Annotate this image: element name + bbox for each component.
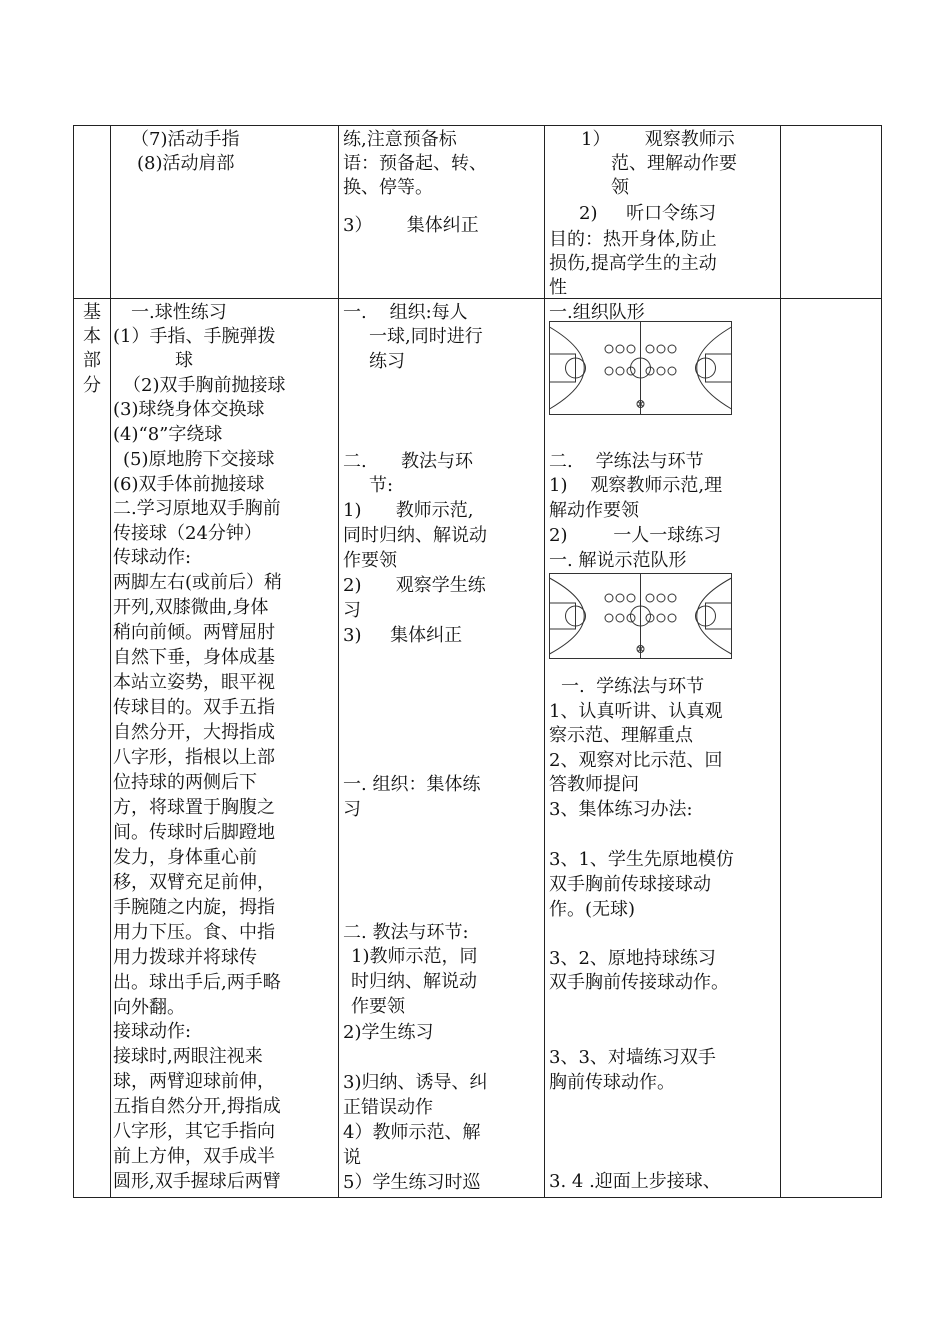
text-line: 领 <box>611 177 629 198</box>
text-line: 3、3、对墙练习双手 <box>549 1047 716 1068</box>
student-cell <box>545 126 781 299</box>
text-line: 一. 解说示范队形 <box>549 550 687 571</box>
text-line: 一. 组织:每人 <box>343 302 468 323</box>
text-line: (8)活动肩部 <box>137 153 235 174</box>
text-line: 性 <box>549 277 567 298</box>
text-line: 前上方伸，双手成半 <box>113 1146 275 1167</box>
text-line: 双手胸前传接球动作。 <box>549 972 729 993</box>
text-line: 一球,同时进行 <box>369 326 483 347</box>
text-line: 胸前传球动作。 <box>549 1072 675 1093</box>
section-cell <box>74 299 111 1198</box>
text-line: 位持球的两侧后下 <box>113 772 257 793</box>
text-line: 作。(无球) <box>549 899 636 920</box>
text-line: 换、停等。 <box>343 177 433 198</box>
lesson-plan-table <box>73 125 882 1198</box>
text-line: 稍向前倾。两臂屈肘 <box>113 622 275 643</box>
text-line: 二. 教法与环 <box>343 451 474 472</box>
text-line: 1) 教师示范, <box>343 500 474 521</box>
text-line: 3. 4 .迎面上步接球、 <box>549 1171 721 1192</box>
text-line: 一. 学练法与环节 <box>561 676 705 697</box>
text-line: 出。球出手后,两手略 <box>113 972 281 993</box>
text-line: 时归纳、解说动 <box>351 971 477 992</box>
text-line: 用力下压。食、中指 <box>113 922 275 943</box>
text-line: 移，双臂充足前伸， <box>113 872 275 893</box>
text-line: 语：预备起、转、 <box>343 153 487 174</box>
text-line: 损伤,提高学生的主动 <box>549 253 717 274</box>
text-line: 传球目的。双手五指 <box>113 697 275 718</box>
text-line: 一. 组织：集体练 <box>343 774 481 795</box>
text-line: 练习 <box>369 351 405 372</box>
section-char: 本 <box>83 326 101 347</box>
text-line: 双手胸前传球接球动 <box>549 874 711 895</box>
text-line: 3) 集体纠正 <box>343 625 463 646</box>
text-line: (3)球绕身体交换球 <box>113 399 265 420</box>
teacher-cell <box>339 126 545 299</box>
text-line: 一.球性练习 <box>131 302 227 323</box>
text-line: 手腕随之内旋，拇指 <box>113 897 275 918</box>
content-cell <box>111 126 339 299</box>
teacher-cell <box>339 299 545 1198</box>
text-line: 正错误动作 <box>343 1097 433 1118</box>
text-line: (5)原地胯下交接球 <box>123 449 275 470</box>
text-line: 节: <box>369 475 394 496</box>
text-line: 3、2、原地持球练习 <box>549 948 716 969</box>
section-char: 基 <box>83 302 101 323</box>
text-line: 3)归纳、诱导、纠 <box>343 1072 488 1093</box>
text-line: 五指自然分开,拇指成 <box>113 1096 281 1117</box>
text-line: 目的：热开身体,防止 <box>549 229 717 250</box>
text-line: (4)“8”字绕球 <box>113 424 223 445</box>
text-line: 答教师提问 <box>549 774 639 795</box>
text-line: 一.组织队形 <box>549 302 645 323</box>
text-line: 4）教师示范、解 <box>343 1122 481 1143</box>
text-line: 用力拨球并将球传 <box>113 947 257 968</box>
text-line: 八字形，其它手指向 <box>113 1121 275 1142</box>
text-line: 2)学生练习 <box>343 1022 434 1043</box>
text-line: 球 <box>175 350 193 371</box>
text-line: 传接球（24分钟） <box>113 523 262 544</box>
text-line: 方，将球置于胸腹之 <box>113 797 275 818</box>
text-line: 2) 一人一球练习 <box>549 525 722 546</box>
text-line: 说 <box>343 1147 361 1168</box>
text-line: 1) 观察教师示范,理 <box>549 475 723 496</box>
warmup-row <box>74 126 882 299</box>
text-line: 二.学习原地双手胸前 <box>113 498 281 519</box>
text-line: 接球时,两眼注视来 <box>113 1046 263 1067</box>
text-line: （7)活动手指 <box>131 129 240 150</box>
section-char: 分 <box>83 375 101 396</box>
text-line: (1）手指、手腕弹拨 <box>113 326 276 347</box>
text-line: (6)双手体前抛接球 <box>113 474 265 495</box>
text-line: 球，两臂迎球前伸， <box>113 1071 275 1092</box>
text-line: 察示范、理解重点 <box>549 725 693 746</box>
text-line: 5）学生练习时巡 <box>343 1172 481 1193</box>
basketball-court-diagram <box>549 321 732 415</box>
text-line: 3） 集体纠正 <box>343 215 479 236</box>
text-line: 3、集体练习办法: <box>549 799 693 820</box>
main-part-row <box>74 299 882 1198</box>
text-line: 2、观察对比示范、回 <box>549 750 723 771</box>
text-line: （2)双手胸前抛接球 <box>123 375 286 396</box>
text-line: 八字形，指根以上部 <box>113 747 275 768</box>
text-line: 本站立姿势，眼平视 <box>113 672 275 693</box>
text-line: 两脚左右(或前后）稍 <box>113 572 283 593</box>
content-cell <box>111 299 339 1198</box>
basketball-court-diagram <box>549 573 732 659</box>
text-line: 间。传球时后脚蹬地 <box>113 822 275 843</box>
text-line: 二. 教法与环节: <box>343 922 469 943</box>
text-line: 作要领 <box>351 996 405 1017</box>
notes-cell <box>781 299 882 1198</box>
text-line: 3、1、学生先原地模仿 <box>549 849 734 870</box>
text-line: 自然分开，大拇指成 <box>113 722 275 743</box>
text-line: 接球动作: <box>113 1021 192 1042</box>
text-line: 二. 学练法与环节 <box>549 451 704 472</box>
text-line: 圆形,双手握球后两臂 <box>113 1171 281 1192</box>
text-line: 2) 听口令练习 <box>579 203 717 224</box>
section-char: 部 <box>83 350 101 371</box>
text-line: 习 <box>343 799 361 820</box>
text-line: 1、认真听讲、认真观 <box>549 701 723 722</box>
text-line: 范、理解动作要 <box>611 153 737 174</box>
text-line: 向外翻。 <box>113 997 185 1018</box>
text-line: 习 <box>343 600 361 621</box>
text-line: 传球动作: <box>113 547 192 568</box>
text-line: 作要领 <box>343 550 397 571</box>
student-cell <box>545 299 781 1198</box>
text-line: 1)教师示范，同 <box>351 946 478 967</box>
text-line: 练,注意预备标 <box>343 129 457 150</box>
text-line: 发力，身体重心前 <box>113 847 257 868</box>
text-line: 解动作要领 <box>549 500 639 521</box>
text-line: 2) 观察学生练 <box>343 575 486 596</box>
text-line: 同时归纳、解说动 <box>343 525 487 546</box>
text-line: 1） 观察教师示 <box>581 129 735 150</box>
section-cell <box>74 126 111 299</box>
notes-cell <box>781 126 882 299</box>
text-line: 自然下垂，身体成基 <box>113 647 275 668</box>
text-line: 开列,双膝微曲,身体 <box>113 597 269 618</box>
